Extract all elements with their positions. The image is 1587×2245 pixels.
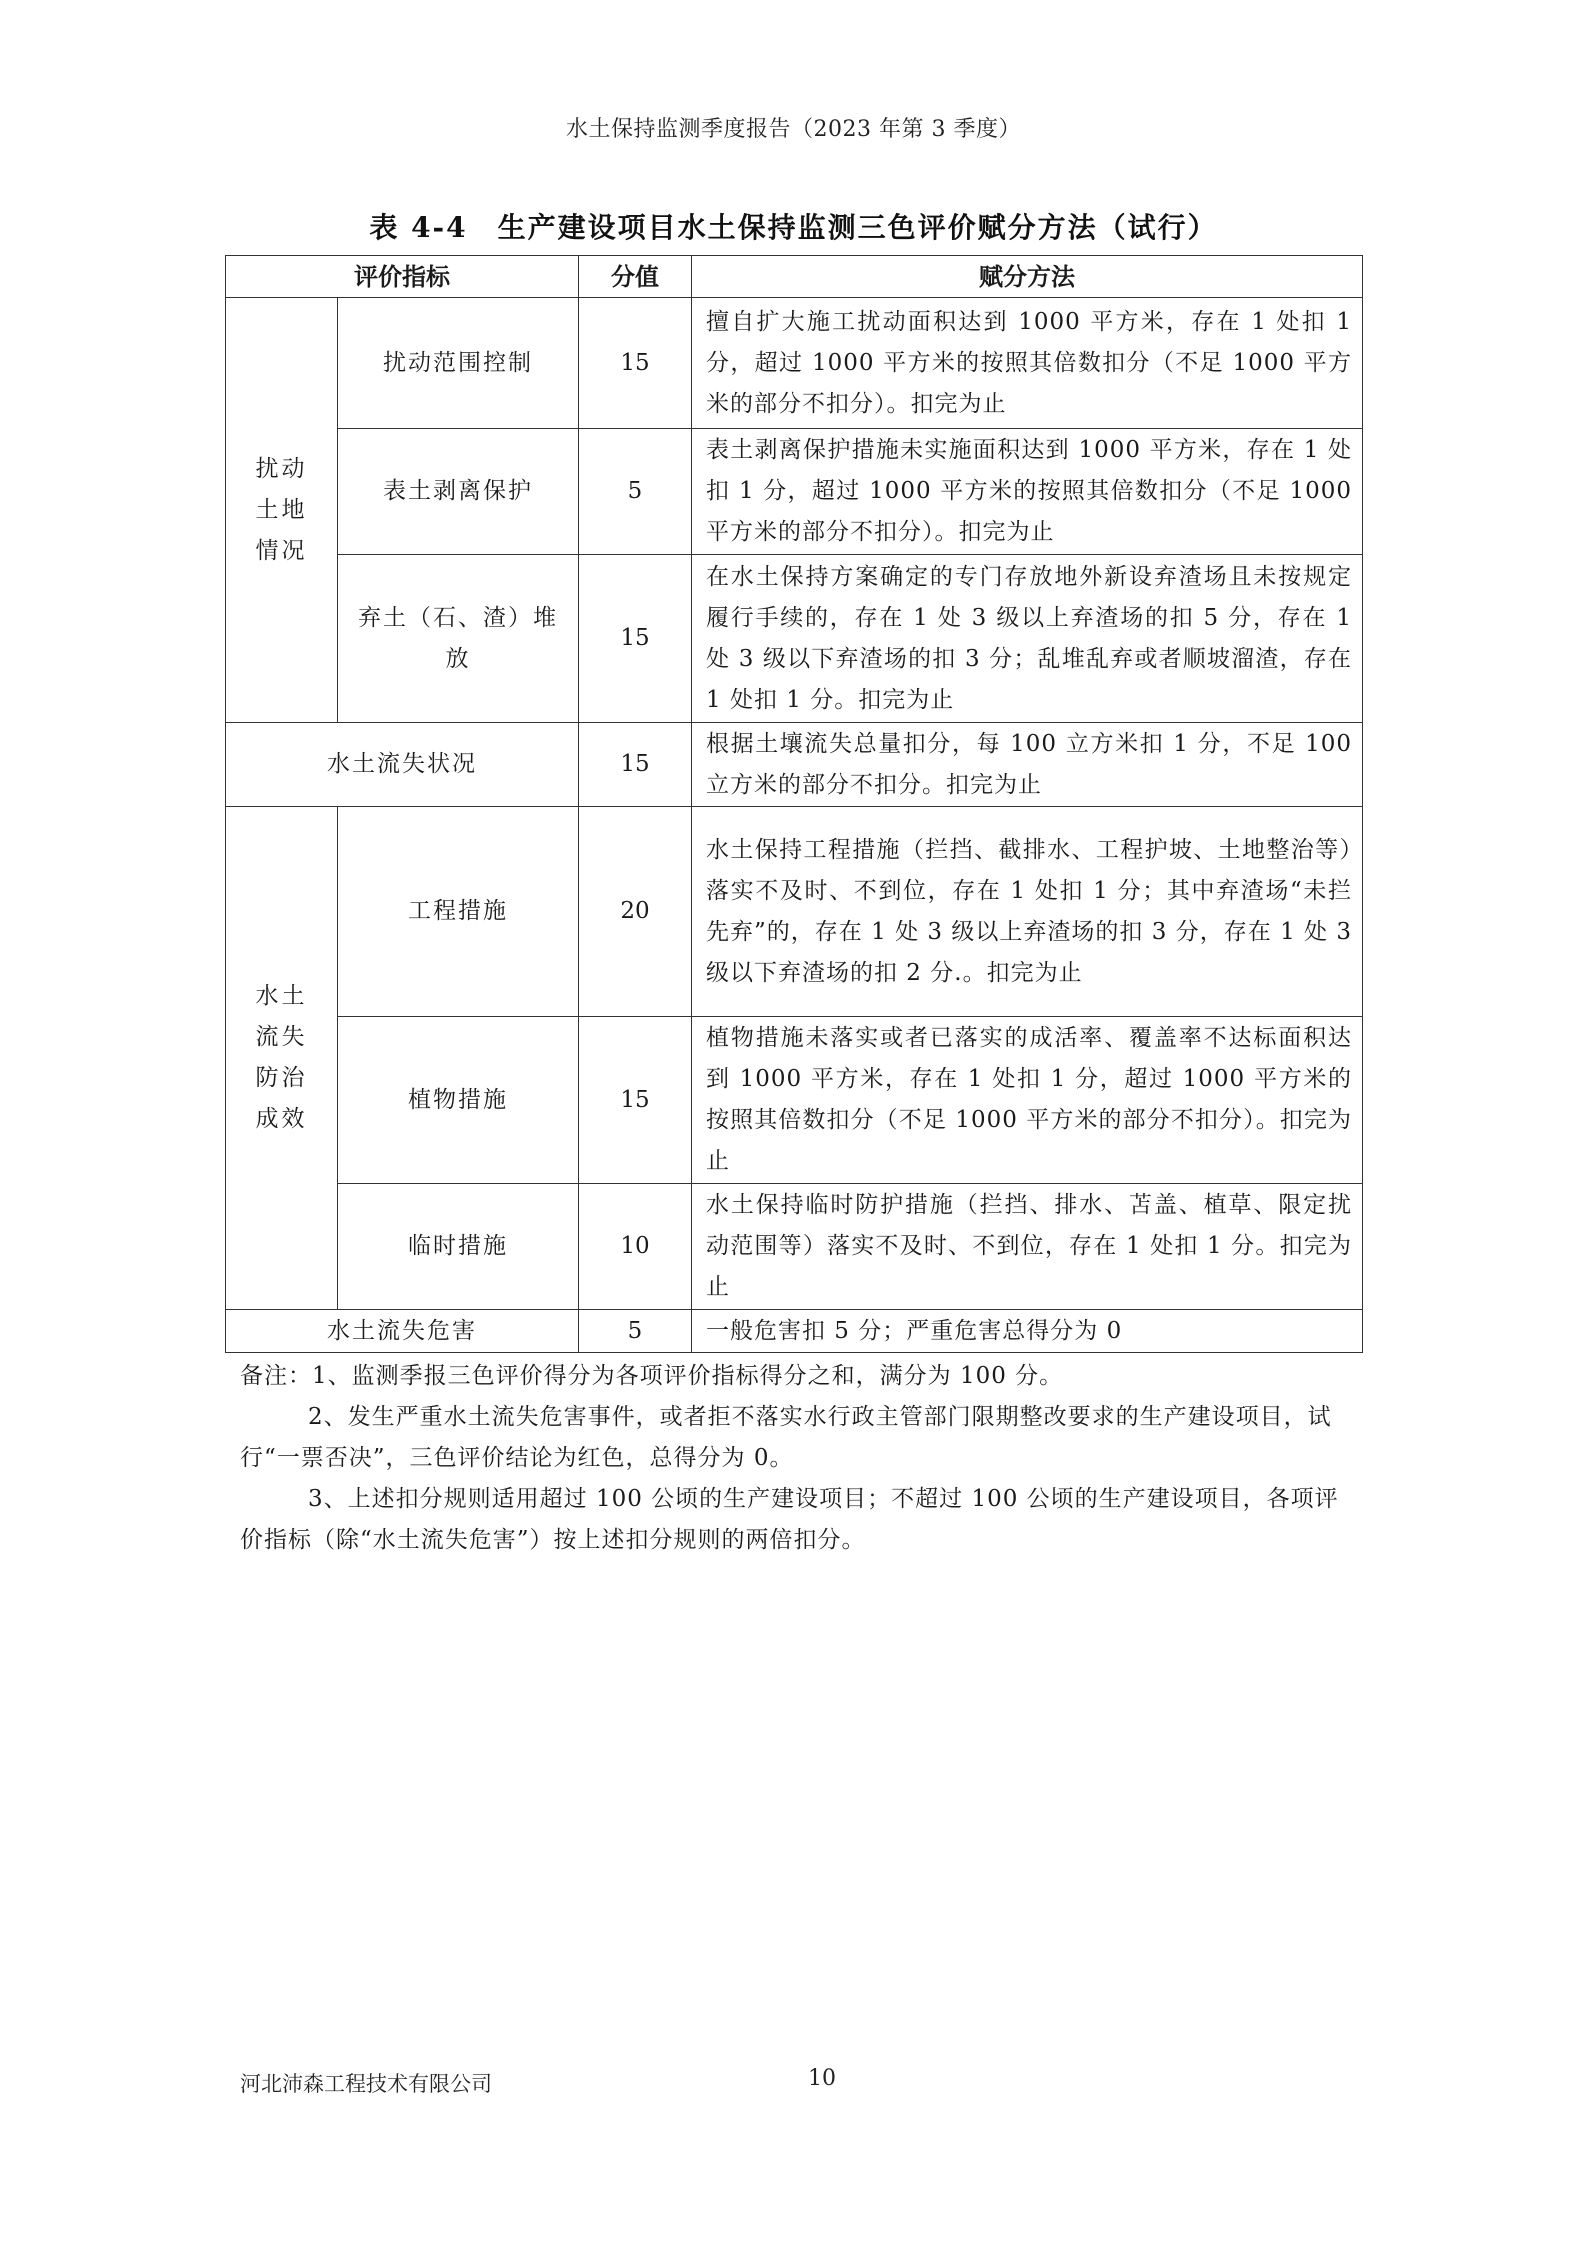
method-cell: 根据土壤流失总量扣分，每 100 立方米扣 1 分，不足 100 立方米的部分不扣分。扣完为止 — [692, 723, 1363, 807]
note-2: 2、发生严重水土流失危害事件，或者拒不落实水行政主管部门限期整改要求的生产建设项目，试行“一票否决”，三色评价结论为红色，总得分为 0。 — [240, 1404, 1332, 1471]
column-header-method: 赋分方法 — [692, 256, 1363, 298]
note-1: 备注：1、监测季报三色评价得分为各项评价指标得分之和，满分为 100 分。 — [240, 1363, 1064, 1389]
indicator-cell: 植物措施 — [338, 1017, 579, 1184]
page-number: 10 — [808, 2066, 836, 2091]
table-row — [226, 298, 1363, 429]
indicator-cell: 表土剥离保护 — [338, 429, 579, 555]
method-cell: 在水土保持方案确定的专门存放地外新设弃渣场且未按规定履行手续的，存在 1 处 3 级以上弃渣场的扣 5 分，存在 1 处 3 级以下弃渣场的扣 3 分；乱堆乱弃或者顺坡溜渣，存在 1 处扣 1 分。扣完为止 — [692, 555, 1363, 723]
indicator-cell: 弃土（石、渣）堆放 — [338, 555, 579, 723]
method-cell: 水土保持临时防护措施（拦挡、排水、苫盖、植草、限定扰动范围等）落实不及时、不到位，存在 1 处扣 1 分。扣完为止 — [692, 1184, 1363, 1310]
score-cell: 15 — [579, 298, 692, 429]
scoring-table — [225, 255, 1363, 1353]
table-header-row — [226, 256, 1363, 298]
note-3: 3、上述扣分规则适用超过 100 公顷的生产建设项目；不超过 100 公顷的生产建设项目，各项评价指标（除“水土流失危害”）按上述扣分规则的两倍扣分。 — [240, 1486, 1339, 1553]
table-row — [226, 429, 1363, 555]
score-cell: 5 — [579, 429, 692, 555]
table-row — [226, 1017, 1363, 1184]
method-cell: 表土剥离保护措施未实施面积达到 1000 平方米，存在 1 处扣 1 分，超过 1000 平方米的按照其倍数扣分（不足 1000 平方米的部分不扣分）。扣完为止 — [692, 429, 1363, 555]
table-row — [226, 723, 1363, 807]
table-notes — [240, 1356, 1355, 1561]
indicator-cell: 水土流失危害 — [226, 1310, 579, 1353]
table-title: 表 4-4 生产建设项目水土保持监测三色评价赋分方法（试行） — [369, 211, 1218, 244]
indicator-cell: 工程措施 — [338, 807, 579, 1017]
score-cell: 15 — [579, 1017, 692, 1184]
group-cell-disturbance: 扰动 土地 情况 — [226, 298, 338, 723]
table-row — [226, 1184, 1363, 1310]
footer-company: 河北沛森工程技术有限公司 — [240, 2072, 492, 2096]
indicator-cell: 临时措施 — [338, 1184, 579, 1310]
group-cell-prevention: 水土 流失 防治 成效 — [226, 807, 338, 1310]
indicator-cell: 水土流失状况 — [226, 723, 579, 807]
method-cell: 擅自扩大施工扰动面积达到 1000 平方米，存在 1 处扣 1 分，超过 1000 平方米的按照其倍数扣分（不足 1000 平方米的部分不扣分）。扣完为止 — [692, 298, 1363, 429]
method-cell: 一般危害扣 5 分；严重危害总得分为 0 — [692, 1310, 1363, 1353]
table-row — [226, 807, 1363, 1017]
running-header: 水土保持监测季度报告（2023 年第 3 季度） — [566, 117, 1021, 142]
indicator-cell: 扰动范围控制 — [338, 298, 579, 429]
score-cell: 15 — [579, 555, 692, 723]
table-row — [226, 1310, 1363, 1353]
score-cell: 15 — [579, 723, 692, 807]
score-cell: 20 — [579, 807, 692, 1017]
score-cell: 5 — [579, 1310, 692, 1353]
score-cell: 10 — [579, 1184, 692, 1310]
table-row — [226, 555, 1363, 723]
method-cell: 水土保持工程措施（拦挡、截排水、工程护坡、土地整治等）落实不及时、不到位，存在 1 处扣 1 分；其中弃渣场“未拦先弃”的，存在 1 处 3 级以上弃渣场的扣 3 分，存在 1 处 3 级以下弃渣场的扣 2 分.。扣完为止 — [692, 807, 1363, 1017]
method-cell: 植物措施未落实或者已落实的成活率、覆盖率不达标面积达到 1000 平方米，存在 1 处扣 1 分，超过 1000 平方米的按照其倍数扣分（不足 1000 平方米的部分不扣分）。扣完为止 — [692, 1017, 1363, 1184]
column-header-score: 分值 — [579, 256, 692, 298]
column-header-indicator: 评价指标 — [226, 256, 579, 298]
